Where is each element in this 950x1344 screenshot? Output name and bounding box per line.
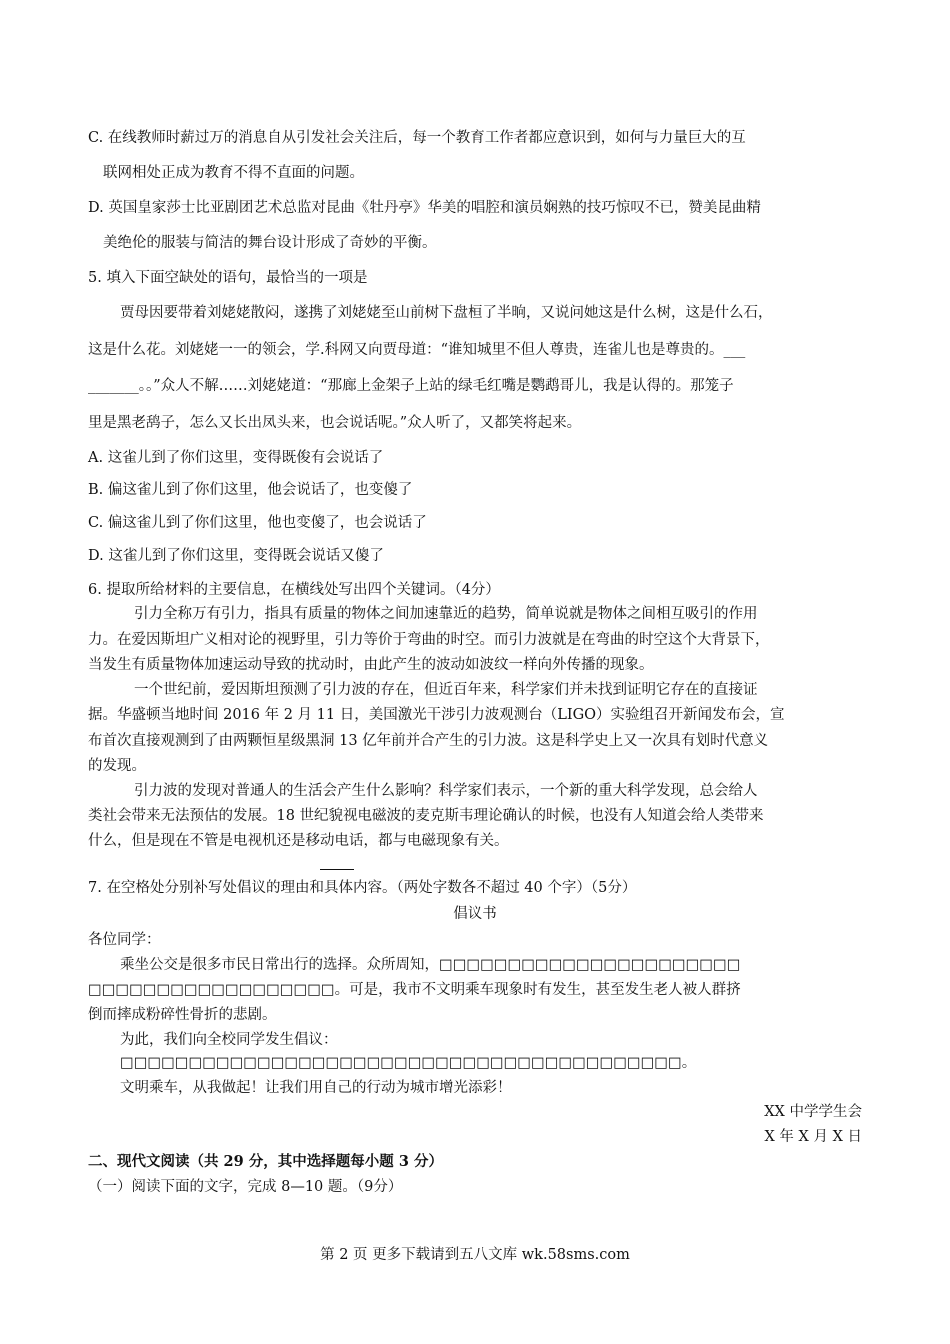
q5-passage-line3: _______。。”众人不解……刘姥姥道：“那廊上金架子上站的绿毛红嘴是鹦鹉哥儿，我是认得的。那笼子 xyxy=(88,378,734,394)
q6-para2-line4: 的发现。 xyxy=(88,758,146,774)
q5-passage-line4: 里是黑老鸹子，怎么又长出凤头来，也会说话呢。”众人听了，又都笑将起来。 xyxy=(88,415,582,431)
proposal-signature: XX 中学学生会 xyxy=(764,1104,862,1120)
proposal-body-line4: 为此，我们向全校同学发生倡议： xyxy=(120,1032,338,1048)
q4-option-c-line1: C. 在线教师时薪过万的消息自从引发社会关注后，每一个教育工作者都应意识到，如何与力量巨大的互 xyxy=(88,130,746,146)
proposal-body-line5: □□□□□□□□□□□□□□□□□□□□□□□□□□□□□□□□□□□□□□□□□。 xyxy=(120,1055,697,1071)
page-footer: 第 2 页 更多下载请到五八文库 wk.58sms.com xyxy=(320,1247,630,1263)
proposal-title: 倡议书 xyxy=(453,906,497,922)
q6-para3-line2: 类社会带来无法预估的发展。18 世纪貌视电磁波的麦克斯韦理论确认的时候，也没有人知道会给人类带来 xyxy=(88,808,764,824)
q4-option-c-line2: 联网相处正成为教育不得不直面的问题。 xyxy=(103,165,364,181)
q6-para2-line3: 布首次直接观测到了由两颗恒星级黑洞 13 亿年前并合产生的引力波。这是科学史上又一次具有划时代意义 xyxy=(88,733,769,749)
answer-blank-line xyxy=(320,869,354,870)
q6-stem: 6. 提取所给材料的主要信息，在横线处写出四个关键词。（4分） xyxy=(88,582,500,598)
proposal-greeting: 各位同学： xyxy=(88,932,161,948)
q7-stem: 7. 在空格处分别补写处倡议的理由和具体内容。（两处字数各不超过 40 个字）（5分） xyxy=(88,880,637,896)
proposal-body-line6: 文明乘车，从我做起！让我们用自己的行动为城市增光添彩！ xyxy=(120,1080,512,1096)
q6-para1-line1: 引力全称万有引力，指具有质量的物体之间加速靠近的趋势，简单说就是物体之间相互吸引的作用 xyxy=(134,606,758,622)
q6-para3-line1: 引力波的发现对普通人的生活会产生什么影响？科学家们表示，一个新的重大科学发现，总会给人 xyxy=(134,783,758,799)
q5-option-a: A. 这雀儿到了你们这里，变得既俊有会说话了 xyxy=(88,450,384,466)
proposal-body-line1: 乘坐公交是很多市民日常出行的选择。众所周知，□□□□□□□□□□□□□□□□□□□□□□ xyxy=(120,957,741,973)
section-subheading: （一）阅读下面的文字，完成 8—10 题。（9分） xyxy=(88,1179,403,1195)
q4-option-d-line2: 美绝伦的服装与简洁的舞台设计形成了奇妙的平衡。 xyxy=(103,235,437,251)
q5-passage-line2: 这是什么花。刘姥姥一一的领会，学.科网又向贾母道：“谁知城里不但人尊贵，连雀儿也是尊贵的。___ xyxy=(88,342,746,358)
section-heading: 二、现代文阅读（共 29 分，其中选择题每小题 3 分） xyxy=(88,1153,443,1170)
q6-para3-line3: 什么，但是现在不管是电视机还是移动电话，都与电磁现象有关。 xyxy=(88,833,509,849)
q6-para2-line2: 据。华盛顿当地时间 2016 年 2 月 11 日，美国激光干涉引力波观测台（LIGO）实验组召开新闻发布会，宣 xyxy=(88,707,785,723)
q6-para1-line2: 力。在爱因斯坦广义相对论的视野里，引力等价于弯曲的时空。而引力波就是在弯曲的时空这个大背景下， xyxy=(88,632,770,648)
q5-passage-line1: 贾母因要带着刘姥姥散闷，遂携了刘姥姥至山前树下盘桓了半晌，又说问她这是什么树，这是什么石， xyxy=(120,305,773,321)
q5-option-c: C. 偏这雀儿到了你们这里，他也变傻了，也会说话了 xyxy=(88,515,427,531)
q5-option-b: B. 偏这雀儿到了你们这里，他会说话了，也变傻了 xyxy=(88,482,413,498)
q6-para1-line3: 当发生有质量物体加速运动导致的扰动时，由此产生的波动如波纹一样向外传播的现象。 xyxy=(88,657,654,673)
q5-option-d: D. 这雀儿到了你们这里，变得既会说话又傻了 xyxy=(88,548,384,564)
proposal-date: X 年 X 月 X 日 xyxy=(764,1129,862,1145)
q4-option-d-line1: D. 英国皇家莎士比亚剧团艺术总监对昆曲《牡丹亭》华美的唱腔和演员娴熟的技巧惊叹不已，赞美昆曲精 xyxy=(88,200,761,216)
proposal-body-line3: 倒而摔成粉碎性骨折的悲剧。 xyxy=(88,1007,277,1023)
proposal-body-line2: □□□□□□□□□□□□□□□□□□。可是，我市不文明乘车现象时有发生，甚至发生老人被人群挤 xyxy=(88,982,741,998)
q6-para2-line1: 一个世纪前，爱因斯坦预测了引力波的存在，但近百年来，科学家们并未找到证明它存在的直接证 xyxy=(134,682,758,698)
q5-stem: 5. 填入下面空缺处的语句，最恰当的一项是 xyxy=(88,270,368,286)
